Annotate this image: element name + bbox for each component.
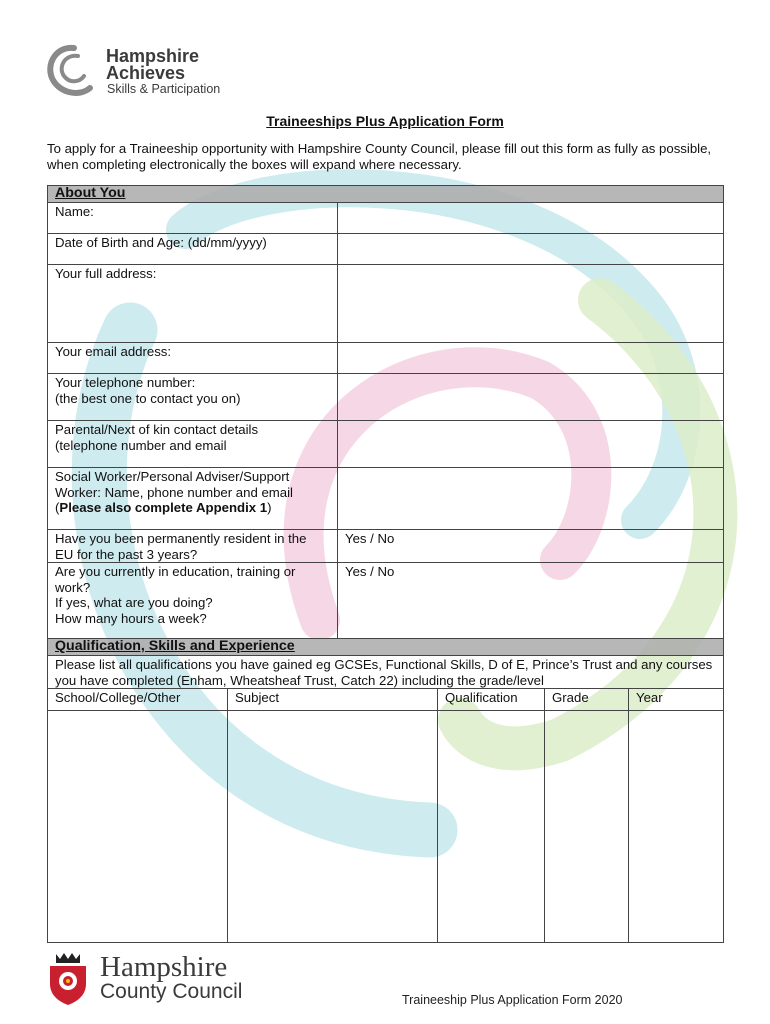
name-label: Name: [48,203,338,234]
year-entry-field[interactable] [629,711,724,943]
kin-field[interactable] [338,421,724,468]
resident-label-line1: Have you been permanently resident in the [55,531,307,546]
section-heading-about: About You [48,186,724,203]
address-field[interactable] [338,265,724,343]
education-label-line3: If yes, what are you doing? [55,595,213,610]
school-entry-field[interactable] [48,711,228,943]
social-worker-label [48,468,338,530]
email-field[interactable] [338,343,724,374]
resident-label [48,530,338,563]
appendix-note: Please also complete Appendix 1 [59,500,268,515]
council-name-line1: Hampshire [100,951,228,983]
name-field[interactable] [338,203,724,234]
kin-label-line2: (telephone number and email [55,437,227,453]
logo-line-2: Achieves [106,63,186,83]
column-header-grade: Grade [545,689,629,711]
kin-label [48,421,338,468]
section-heading-qualifications: Qualification, Skills and Experience [48,639,724,656]
education-answer[interactable] [338,563,724,639]
kin-label-line1: Parental/Next of kin contact details [55,422,259,437]
logo-line-1: Hampshire [106,46,200,66]
county-crest-icon [44,950,92,1006]
email-label: Your email address: [48,343,338,374]
logo-tagline: Skills & Participation [107,82,221,96]
phone-label-line2: (the best one to contact you on) [55,390,241,406]
phone-label-line1: Your telephone number: [55,375,196,390]
qualifications-table [47,638,724,943]
education-label-line2: work? [55,579,91,595]
hampshire-achieves-logo [44,40,264,102]
swirl-logo-icon [44,42,102,100]
qualification-entry-field[interactable] [438,711,545,943]
form-intro: To apply for a Traineeship opportunity with Hampshire County Council, please fill out this form as fully as possible, when completing electronically the boxes will expand where necessary. [47,141,712,172]
phone-field[interactable] [338,374,724,421]
footer-document-label: Traineeship Plus Application Form 2020 [402,993,623,1007]
social-worker-label-line2: Worker: Name, phone number and email [55,484,293,500]
column-header-year: Year [629,689,724,711]
column-header-qualification: Qualification [438,689,545,711]
social-worker-field[interactable] [338,468,724,530]
resident-answer[interactable] [338,530,724,563]
hampshire-county-council-logo [44,950,274,1006]
address-label: Your full address: [48,265,338,343]
qualifications-intro: Please list all qualifications you have gained eg GCSEs, Functional Skills, D of E, Prince’s Trust and any courses you have completed (Enham, Wheatsheaf Trust, Catch 22) including the grade/level [48,656,724,689]
dob-field[interactable] [338,234,724,265]
education-yes-no[interactable]: Yes / No [345,564,395,579]
education-label-line4: How many hours a week? [55,610,207,626]
form-title: Traineeships Plus Application Form [266,113,504,129]
column-header-subject: Subject [228,689,438,711]
education-label [48,563,338,639]
council-name-line2: County Council [100,980,243,1003]
application-table [47,185,724,639]
social-worker-label-line1: Social Worker/Personal Adviser/Support [55,469,290,484]
resident-label-line2: EU for the past 3 years? [55,546,198,562]
subject-entry-field[interactable] [228,711,438,943]
phone-label [48,374,338,421]
grade-entry-field[interactable] [545,711,629,943]
social-worker-label-line3: (Please also complete Appendix 1) [55,500,272,515]
education-label-line1: Are you currently in education, training or [55,564,296,579]
column-header-school: School/College/Other [48,689,228,711]
dob-label: Date of Birth and Age: (dd/mm/yyyy) [48,234,338,265]
resident-yes-no[interactable]: Yes / No [345,531,395,546]
